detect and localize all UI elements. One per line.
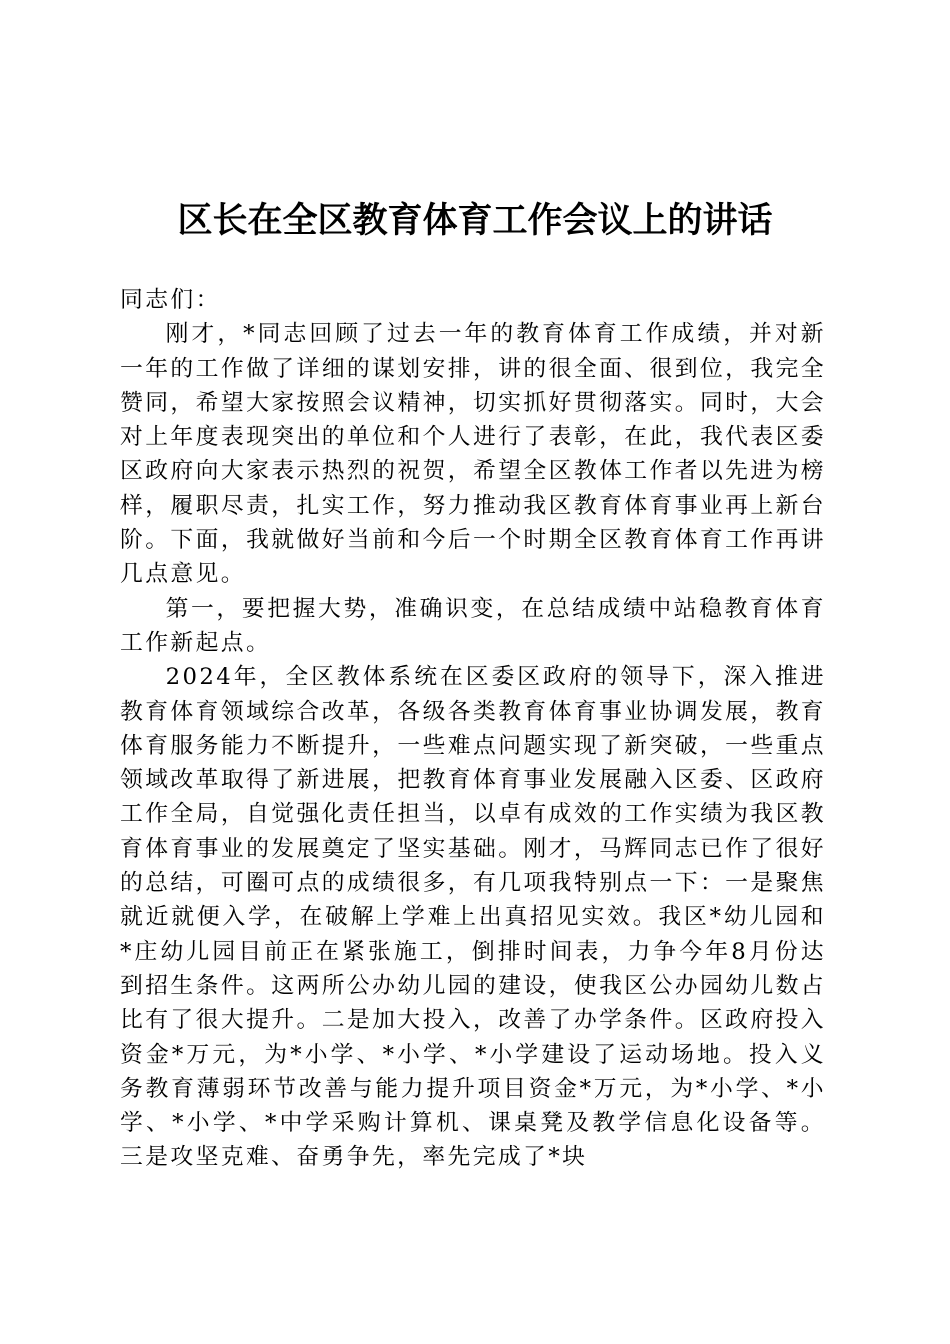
paragraph-achievements: 2024年，全区教体系统在区委区政府的领导下，深入推进教育体育领域综合改革，各级各类教育体育事业协调发展，教育体育服务能力不断提升，一些难点问题实现了新突破，一些重点领域改革取得了新进展，把教育体育事业发展融入区委、区政府工作全局，自觉强化责任担当，以卓有成效的工作实绩为我区教育体育事业的发展奠定了坚实基础。刚才，马辉同志已作了很好的总结，可圈可点的成绩很多，有几项我特别点一下：一是聚焦就近就便入学，在破解上学难上出真招见实效。我区*幼儿园和*庄幼儿园目前正在紧张施工，倒排时间表，力争今年8月份达到招生条件。这两所公办幼儿园的建设，使我区公办园幼儿数占比有了很大提升。二是加大投入，改善了办学条件。区政府投入资金*万元，为*小学、*小学、*小学建设了运动场地。投入义务教育薄弱环节改善与能力提升项目资金*万元，为*小学、*小学、*小学、*中学采购计算机、课桌凳及教学信息化设备等。三是攻坚克难、奋勇争先，率先完成了*块 [120,664,826,1171]
document-title: 区长在全区教育体育工作会议上的讲话 [177,200,773,241]
salutation: 同志们： [120,287,221,313]
paragraph-section-heading: 第一，要把握大势，准确识变，在总结成绩中站稳教育体育工作新起点。 [120,595,826,656]
paragraph-opening: 刚才，*同志回顾了过去一年的教育体育工作成绩，并对新一年的工作做了详细的谋划安排，讲的很全面、很到位，我完全赞同，希望大家按照会议精神，切实抓好贯彻落实。同时，大会对上年度表现突出的单位和个人进行了表彰，在此，我代表区委区政府向大家表示热烈的祝贺，希望全区教体工作者以先进为榜样，履职尽责，扎实工作，努力推动我区教育体育事业再上新台阶。下面，我就做好当前和今后一个时期全区教育体育工作再讲几点意见。 [120,321,826,588]
document-body [120,283,826,1175]
